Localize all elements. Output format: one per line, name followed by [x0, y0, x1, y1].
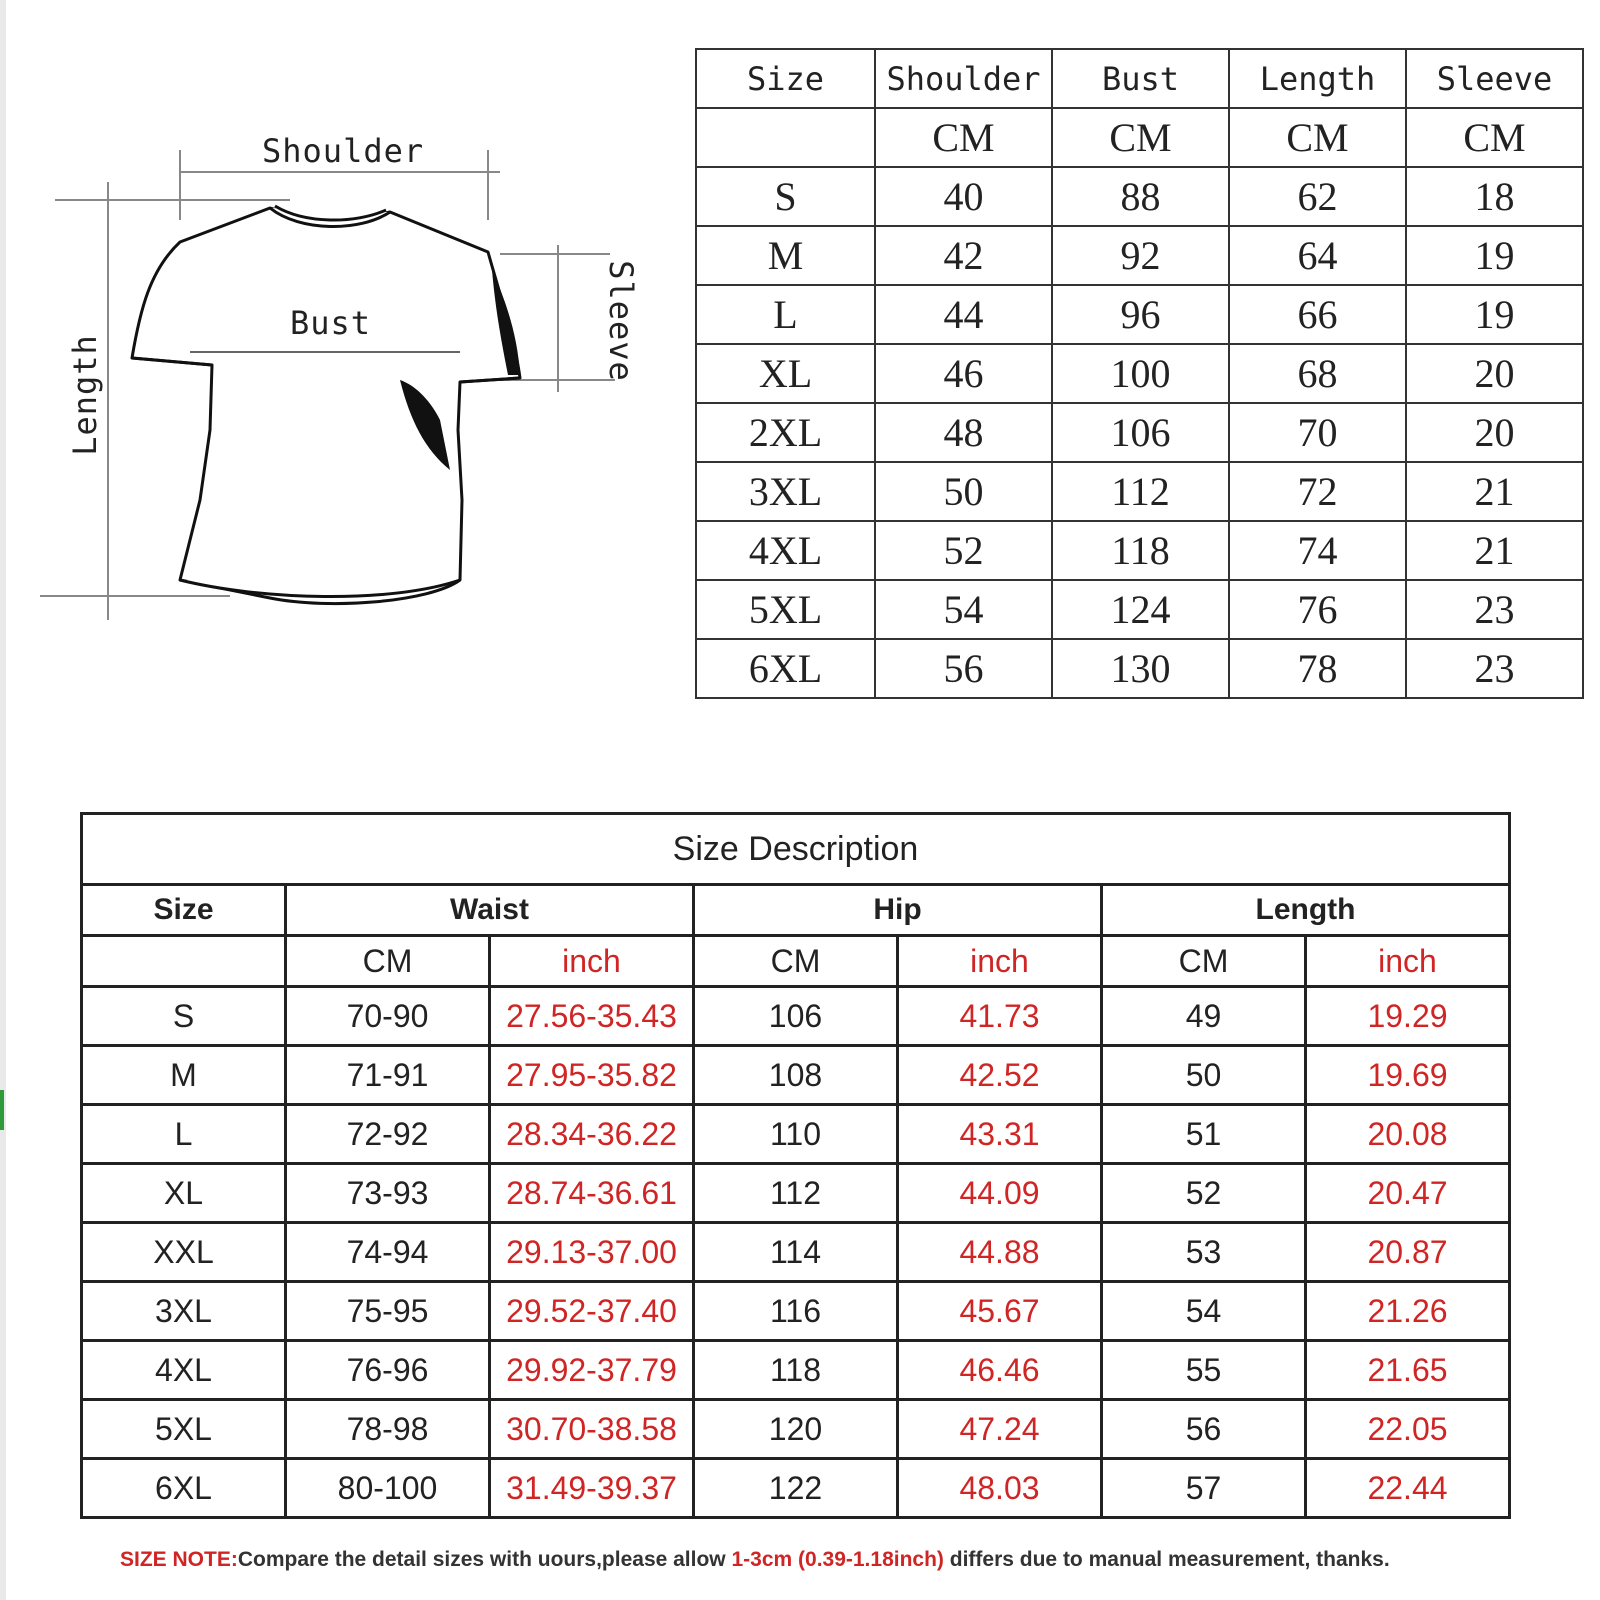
value-cell: 44.88 — [898, 1223, 1102, 1282]
table-row — [696, 285, 1583, 344]
value-cell: 51 — [1102, 1105, 1306, 1164]
value-cell: 56 — [1102, 1400, 1306, 1459]
value-cell: 21.65 — [1306, 1341, 1510, 1400]
table-row — [696, 403, 1583, 462]
unit-cell: CM — [694, 936, 898, 987]
size-note-tolerance: 1-3cm (0.39-1.18inch) — [731, 1548, 944, 1571]
value-cell: 30.70-38.58 — [490, 1400, 694, 1459]
value-cell: 18 — [1406, 167, 1583, 226]
value-cell: 21 — [1406, 462, 1583, 521]
value-cell: 29.92-37.79 — [490, 1341, 694, 1400]
value-cell: 54 — [875, 580, 1052, 639]
value-cell: 20 — [1406, 403, 1583, 462]
size-cell: L — [82, 1105, 286, 1164]
value-cell: 54 — [1102, 1282, 1306, 1341]
value-cell: 19.69 — [1306, 1046, 1510, 1105]
size-note — [120, 1548, 1390, 1572]
unit-cell: CM — [1406, 108, 1583, 167]
value-cell: 48.03 — [898, 1459, 1102, 1518]
value-cell: 47.24 — [898, 1400, 1102, 1459]
group-size: Size — [82, 885, 286, 936]
value-cell: 70-90 — [286, 987, 490, 1046]
value-cell: 74-94 — [286, 1223, 490, 1282]
value-cell: 28.34-36.22 — [490, 1105, 694, 1164]
table-row — [696, 580, 1583, 639]
value-cell: 112 — [1052, 462, 1229, 521]
size-cell: M — [696, 226, 875, 285]
value-cell: 20.47 — [1306, 1164, 1510, 1223]
value-cell: 114 — [694, 1223, 898, 1282]
value-cell: 50 — [875, 462, 1052, 521]
value-cell: 52 — [1102, 1164, 1306, 1223]
value-cell: 73-93 — [286, 1164, 490, 1223]
unit-cell: CM — [1229, 108, 1406, 167]
table-row — [82, 1400, 1510, 1459]
bust-label: Bust — [290, 304, 372, 342]
value-cell: 19 — [1406, 285, 1583, 344]
value-cell: 46.46 — [898, 1341, 1102, 1400]
unit-cell: CM — [1052, 108, 1229, 167]
left-edge-marker — [0, 1090, 4, 1130]
sleeve-label: Sleeve — [601, 260, 640, 382]
value-cell: 20 — [1406, 344, 1583, 403]
value-cell: 41.73 — [898, 987, 1102, 1046]
value-cell: 72 — [1229, 462, 1406, 521]
value-cell: 46 — [875, 344, 1052, 403]
col-length: Length — [1229, 49, 1406, 108]
size-cell: XXL — [82, 1223, 286, 1282]
left-edge-strip — [0, 0, 6, 1600]
tshirt-illustration — [30, 120, 650, 640]
size-cell: 4XL — [82, 1341, 286, 1400]
table-row — [82, 1282, 1510, 1341]
header-row — [696, 49, 1583, 108]
value-cell: 76-96 — [286, 1341, 490, 1400]
tshirt-diagram — [30, 120, 650, 640]
table-row — [82, 1223, 1510, 1282]
value-cell: 57 — [1102, 1459, 1306, 1518]
value-cell: 19.29 — [1306, 987, 1510, 1046]
size-note-prefix: SIZE NOTE: — [120, 1548, 238, 1571]
size-cell: 5XL — [696, 580, 875, 639]
unit-cell — [696, 108, 875, 167]
value-cell: 50 — [1102, 1046, 1306, 1105]
value-cell: 40 — [875, 167, 1052, 226]
size-cell: 5XL — [82, 1400, 286, 1459]
size-note-text-end: differs due to manual measurement, thanks. — [943, 1548, 1390, 1571]
value-cell: 53 — [1102, 1223, 1306, 1282]
size-cell: 6XL — [696, 639, 875, 698]
value-cell: 110 — [694, 1105, 898, 1164]
unit-cell: CM — [286, 936, 490, 987]
value-cell: 92 — [1052, 226, 1229, 285]
value-cell: 29.13-37.00 — [490, 1223, 694, 1282]
value-cell: 75-95 — [286, 1282, 490, 1341]
table-row — [696, 521, 1583, 580]
value-cell: 52 — [875, 521, 1052, 580]
value-cell: 106 — [1052, 403, 1229, 462]
value-cell: 70 — [1229, 403, 1406, 462]
size-cell: M — [82, 1046, 286, 1105]
group-hip: Hip — [694, 885, 1102, 936]
unit-cell: CM — [875, 108, 1052, 167]
value-cell: 21.26 — [1306, 1282, 1510, 1341]
value-cell: 27.95-35.82 — [490, 1046, 694, 1105]
size-cell: 3XL — [696, 462, 875, 521]
value-cell: 31.49-39.37 — [490, 1459, 694, 1518]
col-shoulder: Shoulder — [875, 49, 1052, 108]
value-cell: 130 — [1052, 639, 1229, 698]
value-cell: 42 — [875, 226, 1052, 285]
value-cell: 112 — [694, 1164, 898, 1223]
unit-cell: inch — [490, 936, 694, 987]
value-cell: 88 — [1052, 167, 1229, 226]
value-cell: 68 — [1229, 344, 1406, 403]
value-cell: 62 — [1229, 167, 1406, 226]
value-cell: 124 — [1052, 580, 1229, 639]
value-cell: 66 — [1229, 285, 1406, 344]
value-cell: 74 — [1229, 521, 1406, 580]
value-cell: 78 — [1229, 639, 1406, 698]
size-cell: 2XL — [696, 403, 875, 462]
size-cell: S — [696, 167, 875, 226]
value-cell: 118 — [1052, 521, 1229, 580]
value-cell: 78-98 — [286, 1400, 490, 1459]
col-sleeve: Sleeve — [1406, 49, 1583, 108]
value-cell: 43.31 — [898, 1105, 1102, 1164]
unit-cell: inch — [898, 936, 1102, 987]
table-row — [696, 344, 1583, 403]
value-cell: 23 — [1406, 580, 1583, 639]
value-cell: 122 — [694, 1459, 898, 1518]
table-row — [696, 639, 1583, 698]
value-cell: 20.87 — [1306, 1223, 1510, 1282]
table-row — [696, 226, 1583, 285]
size-cell: S — [82, 987, 286, 1046]
value-cell: 42.52 — [898, 1046, 1102, 1105]
value-cell: 56 — [875, 639, 1052, 698]
length-label: Length — [65, 334, 104, 456]
table-row — [82, 1341, 1510, 1400]
value-cell: 100 — [1052, 344, 1229, 403]
value-cell: 21 — [1406, 521, 1583, 580]
value-cell: 120 — [694, 1400, 898, 1459]
table-row — [82, 1459, 1510, 1518]
value-cell: 108 — [694, 1046, 898, 1105]
table-row — [82, 1046, 1510, 1105]
value-cell: 29.52-37.40 — [490, 1282, 694, 1341]
table-row — [82, 1164, 1510, 1223]
size-cell: XL — [82, 1164, 286, 1223]
value-cell: 96 — [1052, 285, 1229, 344]
value-cell: 116 — [694, 1282, 898, 1341]
size-cell: 3XL — [82, 1282, 286, 1341]
size-chart-cm — [695, 48, 1584, 699]
size-description-table — [80, 812, 1511, 1519]
table-row — [82, 987, 1510, 1046]
unit-row — [696, 108, 1583, 167]
size-cell: XL — [696, 344, 875, 403]
value-cell: 27.56-35.43 — [490, 987, 694, 1046]
group-waist: Waist — [286, 885, 694, 936]
size-note-text: Compare the detail sizes with uours,please allow — [237, 1548, 732, 1571]
group-length: Length — [1102, 885, 1510, 936]
value-cell: 20.08 — [1306, 1105, 1510, 1164]
unit-cell — [82, 936, 286, 987]
bottom-table-body — [82, 987, 1510, 1518]
shoulder-label: Shoulder — [262, 132, 425, 170]
top-table-body — [696, 167, 1583, 698]
value-cell: 80-100 — [286, 1459, 490, 1518]
value-cell: 22.05 — [1306, 1400, 1510, 1459]
size-cell: 4XL — [696, 521, 875, 580]
value-cell: 106 — [694, 987, 898, 1046]
value-cell: 48 — [875, 403, 1052, 462]
col-bust: Bust — [1052, 49, 1229, 108]
unit-cell: inch — [1306, 936, 1510, 987]
size-cell: 6XL — [82, 1459, 286, 1518]
value-cell: 72-92 — [286, 1105, 490, 1164]
table-title: Size Description — [82, 814, 1510, 885]
size-cell: L — [696, 285, 875, 344]
col-size: Size — [696, 49, 875, 108]
value-cell: 49 — [1102, 987, 1306, 1046]
value-cell: 28.74-36.61 — [490, 1164, 694, 1223]
table-row — [82, 1105, 1510, 1164]
value-cell: 44.09 — [898, 1164, 1102, 1223]
value-cell: 44 — [875, 285, 1052, 344]
value-cell: 22.44 — [1306, 1459, 1510, 1518]
table-row — [696, 462, 1583, 521]
value-cell: 45.67 — [898, 1282, 1102, 1341]
value-cell: 71-91 — [286, 1046, 490, 1105]
table-row — [696, 167, 1583, 226]
value-cell: 64 — [1229, 226, 1406, 285]
unit-cell: CM — [1102, 936, 1306, 987]
value-cell: 23 — [1406, 639, 1583, 698]
value-cell: 55 — [1102, 1341, 1306, 1400]
value-cell: 19 — [1406, 226, 1583, 285]
value-cell: 76 — [1229, 580, 1406, 639]
value-cell: 118 — [694, 1341, 898, 1400]
